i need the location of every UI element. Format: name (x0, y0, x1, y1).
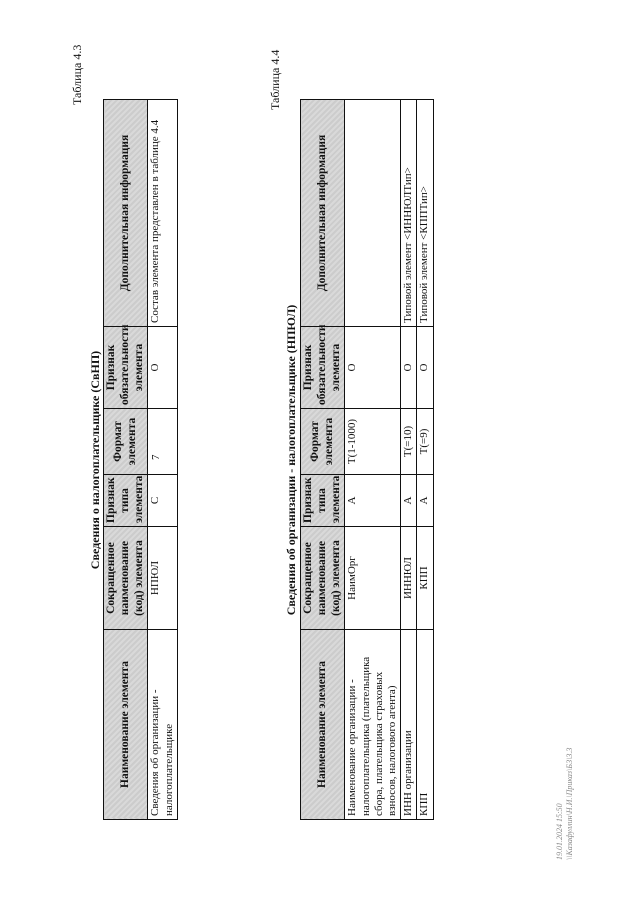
table-cell: Состав элемента представлен в таблице 4.4 (148, 100, 177, 327)
table-cell: ИНН организации (401, 630, 417, 820)
table-4-3-header-row (104, 100, 148, 820)
header-cell: Формат элемента (104, 409, 148, 475)
table-cell (148, 409, 177, 475)
header-cell: Наименование элемента (301, 630, 345, 820)
table-cell: О (345, 327, 401, 409)
table-cell: О (148, 327, 177, 409)
header-cell: Признак типа элемента (104, 475, 148, 527)
table-cell: КПП (417, 527, 433, 630)
header-cell: Формат элемента (301, 409, 345, 475)
table-cell: Наименование организации - налогоплательщика (плательщика сбора, плательщика страховых взносов, налогового агента) (345, 630, 401, 820)
table-cell: НПЮЛ (148, 527, 177, 630)
table-cell: А (417, 475, 433, 527)
header-cell: Дополнительная информация (301, 100, 345, 327)
stamp-line-2: \\Казафуллин\Н.И.\Приказ\БЗ\3.3 (565, 747, 575, 860)
print-stamp (555, 748, 576, 860)
table-cell: Типовой элемент <КППТип> (417, 100, 433, 327)
header-cell: Наименование элемента (104, 630, 148, 820)
table-cell: КПП (417, 630, 433, 820)
header-cell: Признак типа элемента (301, 475, 345, 527)
table-cell: НаимОрг (345, 527, 401, 630)
header-cell: Дополнительная информация (104, 100, 148, 327)
table-cell: ИННЮЛ (401, 527, 417, 630)
table-cell (345, 100, 401, 327)
table-row (148, 100, 177, 820)
table-cell: Сведения об организации - налогоплательщике (148, 630, 177, 820)
table-4-3 (103, 99, 178, 820)
table-4-4-title: Сведения об организации - налогоплательщике (НПЮЛ) (284, 304, 298, 616)
header-cell: Сокращенное наименование (код) элемента (104, 527, 148, 630)
table-cell: А (401, 475, 417, 527)
table-4-3-title: Сведения о налогоплательщике (СвНП) (88, 350, 102, 570)
header-cell: Признак обязательности элемента (104, 327, 148, 409)
table-cell: Т(=9) (417, 409, 433, 475)
table-4-4-header-row (301, 100, 345, 820)
table-cell: О (401, 327, 417, 409)
table-cell: С (148, 475, 177, 527)
table-cell: А (345, 475, 401, 527)
table-cell: Т(1-1000) (345, 409, 401, 475)
table-cell: О (417, 327, 433, 409)
stamp-line-1: 19.01.2024 15:50 (555, 803, 564, 860)
table-4-3-label: Таблица 4.3 (70, 44, 84, 105)
header-cell: Сокращенное наименование (код) элемента (301, 527, 345, 630)
table-cell: Т(=10) (401, 409, 417, 475)
page-number: 7 (150, 454, 162, 460)
header-cell: Признак обязательности элемента (301, 327, 345, 409)
table-cell: Типовой элемент <ИННЮЛТип> (401, 100, 417, 327)
table-4-4-label: Таблица 4.4 (268, 49, 282, 110)
table-row (417, 100, 433, 820)
table-row (401, 100, 417, 820)
table-4-4 (300, 99, 434, 820)
table-row (345, 100, 401, 820)
